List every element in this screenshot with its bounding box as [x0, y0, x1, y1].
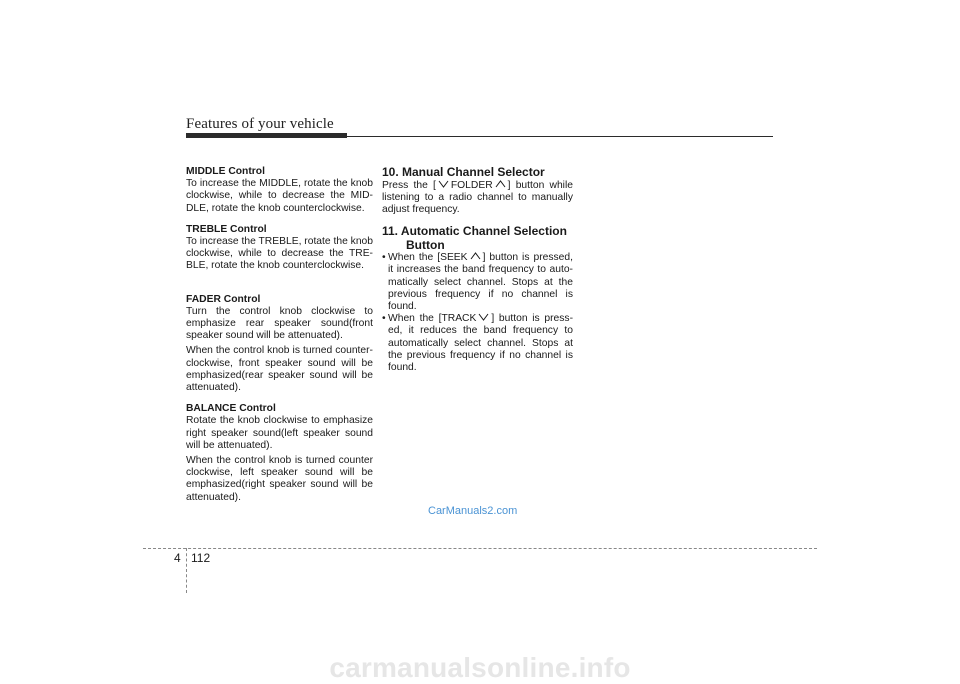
- section-header-title: Features of your vehicle: [186, 116, 334, 132]
- manual-channel-selector-heading: 10. Manual Channel Selector: [382, 165, 545, 179]
- folder-label: FOLDER: [450, 179, 493, 191]
- right-column: [382, 166, 573, 374]
- page-number-divider: [186, 548, 187, 593]
- track-text-before: When the [TRACK: [388, 313, 477, 325]
- seek-text-before: When the [SEEK: [388, 252, 468, 264]
- left-column: [186, 166, 373, 504]
- fader-control-text-1: Turn the control knob clockwise to emphasize rear speaker sound(front speaker sound will be attenuated).: [186, 305, 373, 342]
- seek-text-after: ] button is pressed, it increases the band frequency to auto-matically select channel. Stops at the previous frequency if no channel is found.: [388, 252, 573, 312]
- track-text-after: ] button is press-ed, it reduces the band frequency to automatically select channel. Stops at the previous frequency if no channel is found.: [388, 313, 573, 373]
- bottom-site-watermark: carmanualsonline.info: [329, 652, 631, 683]
- footer-dashed-rule: [143, 548, 817, 549]
- fader-control-heading: FADER Control: [186, 293, 261, 305]
- treble-control-heading: TREBLE Control: [186, 223, 267, 235]
- header-rule-thin: [347, 136, 773, 138]
- manual-channel-selector-text: [382, 180, 573, 217]
- chapter-number: 4: [174, 551, 181, 565]
- balance-control-text-1: Rotate the knob clockwise to emphasize right speaker sound(left speaker sound will be attenuated).: [186, 415, 373, 451]
- track-bullet-item: [382, 313, 573, 374]
- track-bullet-text: [388, 313, 573, 374]
- chevron-down-icon: [438, 180, 449, 188]
- chevron-down-icon: [478, 313, 489, 321]
- middle-control-heading: MIDDLE Control: [186, 166, 265, 177]
- chevron-up-icon: [470, 252, 481, 260]
- manual-text-after: ] button while listening to a radio channel to manually adjust frequency.: [382, 179, 573, 215]
- page-number: 112: [191, 551, 211, 565]
- bullet-mark: •: [382, 313, 386, 325]
- chevron-up-icon: [495, 180, 506, 188]
- fader-control-text-2: When the control knob is turned counter-clockwise, front speaker sound will be emphasized(rear speaker sound will be attenuated).: [186, 345, 373, 394]
- balance-control-text-2: When the control knob is turned counter clockwise, left speaker sound will be emphasized(right speaker sound will be attenuated).: [186, 455, 373, 503]
- automatic-channel-selection-heading-line2: Button: [406, 237, 445, 252]
- manual-text-before: Press the [: [382, 179, 436, 191]
- header-rule-thick: [186, 133, 347, 138]
- treble-control-text: To increase the TREBLE, rotate the knob clockwise, while to decrease the TRE-BLE, rotate the knob counterclockwise.: [186, 236, 373, 272]
- site-watermark: CarManuals2.com: [428, 505, 518, 517]
- seek-bullet-item: [382, 252, 573, 313]
- middle-control-text: To increase the MIDDLE, rotate the knob clockwise, while to decrease the MID-DLE, rotate the knob counterclockwise.: [186, 178, 373, 214]
- balance-control-heading: BALANCE Control: [186, 403, 276, 415]
- seek-bullet-text: [388, 252, 573, 313]
- automatic-channel-selection-heading: 11. Automatic Channel Selection: [382, 224, 567, 239]
- bullet-mark: •: [382, 252, 386, 264]
